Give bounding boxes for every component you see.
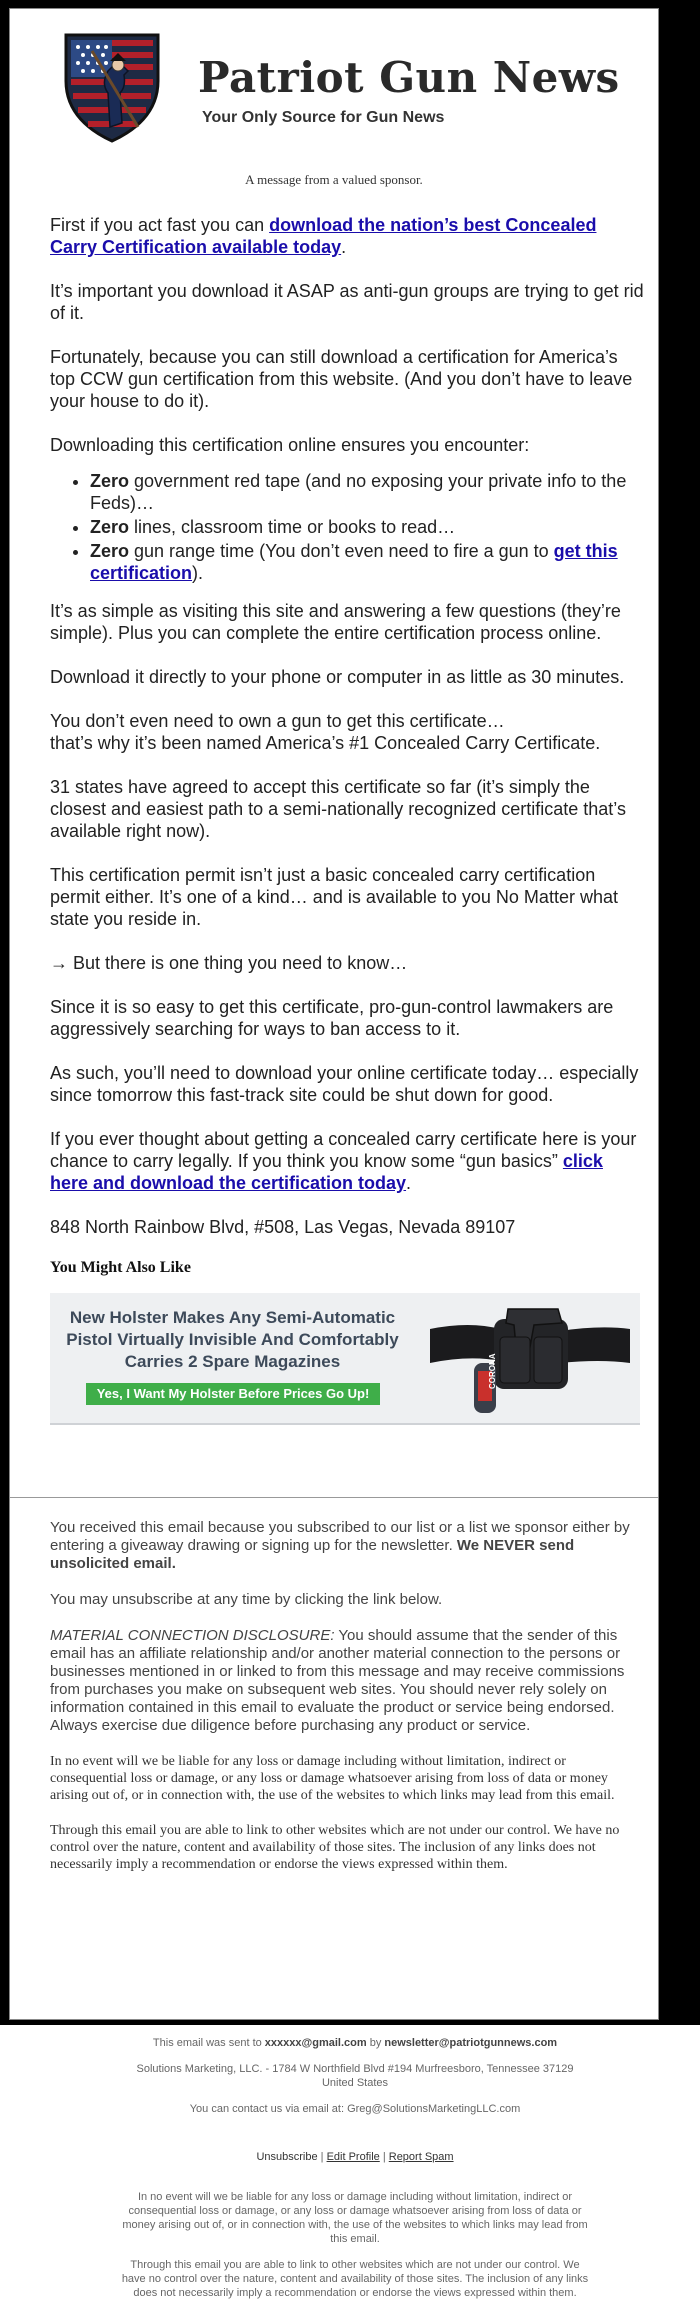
subscription-notice — [50, 1519, 645, 1573]
bullet-text: lines, classroom time or books to read… — [129, 517, 456, 537]
recipient-email: xxxxxx@gmail.com — [264, 2037, 367, 2049]
subscription-text: You received this email because you subscribed to our list or a list we sponsor either by entering a giveaway drawing or signing up for the newsletter. — [50, 1519, 630, 1554]
body-paragraph-10: → But there is one thing you need to know… — [50, 953, 408, 973]
legal-section — [50, 1519, 645, 1891]
holster-cta-button[interactable]: Yes, I Want My Holster Before Prices Go Up! — [86, 1383, 380, 1405]
brand-tagline: Your Only Source for Gun News — [202, 109, 445, 126]
email-header — [10, 9, 658, 169]
holster-ad-banner[interactable] — [50, 1293, 640, 1425]
disclosure-text: You should assume that the sender of this email has an affiliate relationship and/or another material connection to the persons or businesses mentioned in or linked to from this message and may receive commissions from purchases you make on subsequent web sites. You should never rely solely on information contained in this email to evaluate the product or service being endorsed. Always exercise due diligence before purchasing any product or service. — [50, 1627, 625, 1734]
intro-paragraph — [50, 214, 645, 258]
body-paragraph-6: Download it directly to your phone or computer in as little as 30 minutes. — [50, 667, 625, 687]
body-paragraph-3: Fortunately, because you can still download a certification for America’s top CCW gun certification from this website. (And you don’t have to leave your house to do it). — [50, 347, 633, 411]
holster-product-image — [430, 1299, 630, 1417]
email-body — [50, 214, 645, 1260]
intro-text: First if you act fast you can — [50, 215, 270, 235]
company-address: Solutions Marketing, LLC. - 1784 W Northfield Blvd #194 Murfreesboro, Tennessee 37129 United States — [136, 2063, 574, 2089]
get-certification-link[interactable]: get this certification — [90, 541, 618, 583]
liability-notice: In no event will we be liable for any loss or damage including without limitation, indirect or consequential loss or damage, or any loss or damage whatsoever arising from loss of data or money arising out of, or in connection with, the use of the websites to which links may lead from this email. — [50, 1754, 615, 1803]
footer-external-links: Through this email you are able to link to other websites which are not under our control. We have no control over the nature, content and availability of those sites. The inclusion of any links does not necessarily imply a recommendation or endorse the views expressed within them. — [121, 2259, 589, 2299]
list-item — [90, 540, 645, 584]
patriot-shield-logo-icon — [62, 31, 162, 143]
paragraph-13-text: If you ever thought about getting a concealed carry certificate here is your chance to carry legally. If you think you know some “gun basics” — [50, 1129, 637, 1171]
body-paragraph-8: 31 states have agreed to accept this certificate so far (it’s simply the closest and easiest path to a semi-nationally recognized certificate that’s available right now). — [50, 777, 626, 841]
benefits-list — [50, 470, 645, 584]
body-paragraph-4: Downloading this certification online ensures you encounter: — [50, 435, 530, 455]
sent-to-label: This email was sent to — [152, 2037, 265, 2049]
bullet-bold: Zero — [90, 541, 130, 561]
body-paragraph-11: Since it is so easy to get this certificate, pro-gun-control lawmakers are aggressively searching for ways to ban access to it. — [50, 997, 614, 1039]
sender-address: 848 North Rainbow Blvd, #508, Las Vegas, Nevada 89107 — [50, 1217, 516, 1237]
sender-email: newsletter@patriotgunnews.com — [384, 2037, 558, 2049]
you-might-also-like-heading: You Might Also Like — [50, 1259, 191, 1276]
download-certification-link[interactable]: click here and download the certification today — [50, 1151, 603, 1193]
bullet-bold: Zero — [90, 471, 130, 491]
body-paragraph-5: It’s as simple as visiting this site and answering a few questions (they’re simple). Plus you can complete the entire certification process online. — [50, 601, 621, 643]
banner-headline: New Holster Makes Any Semi-Automatic Pistol Virtually Invisible And Comfortably Carries 2 Spare Magazines — [66, 1308, 399, 1371]
paragraph-7-line-2: that’s why it’s been named America’s #1 Concealed Carry Certificate. — [50, 733, 601, 753]
body-paragraph-9: This certification permit isn’t just a basic concealed carry certification permit either. It’s one of a kind… and is available to you No Matter what state you reside in. — [50, 865, 618, 929]
external-links-notice: Through this email you are able to link to other websites which are not under our control. We have no control over the nature, content and availability of those sites. The inclusion of any links does not necessarily imply a recommendation or endorse the views expressed within them. — [50, 1823, 620, 1872]
link-separator: | — [317, 2151, 327, 2163]
edit-profile-link[interactable]: Edit Profile — [326, 2151, 380, 2163]
material-disclosure — [50, 1627, 645, 1735]
body-paragraph-7 — [50, 710, 645, 754]
section-divider — [10, 1497, 658, 1498]
footer-links — [120, 2150, 590, 2164]
bullet-after: ). — [192, 563, 204, 583]
footer-liability: In no event will we be liable for any loss or damage including without limitation, indirect or consequential loss or damage, or any loss or damage whatsoever arising from loss of data or money arising out of, or in connection with, the use of the websites to which links may lead from this email. — [122, 2191, 588, 2245]
certification-link[interactable]: download the nation’s best Concealed Carry Certification available today — [50, 215, 597, 257]
bullet-text: gun range time (You don’t even need to fire a gun to — [129, 541, 554, 561]
holster-brand-label: CORONA — [488, 1353, 497, 1389]
email-footer — [120, 2036, 590, 2312]
bullet-bold: Zero — [90, 517, 130, 537]
sponsor-note: A message from a valued sponsor. — [245, 172, 423, 187]
paragraph-7-line-1: You don’t even need to own a gun to get this certificate… — [50, 711, 505, 731]
list-item — [90, 470, 645, 514]
body-paragraph-13 — [50, 1128, 645, 1194]
brand-title: Patriot Gun News — [198, 53, 620, 102]
bullet-text: government red tape (and no exposing your private info to the Feds)… — [90, 471, 627, 513]
sent-by-label: by — [366, 2037, 385, 2049]
body-paragraph-12: As such, you’ll need to download your online certificate today… especially since tomorrow this fast-track site could be shut down for good. — [50, 1063, 639, 1105]
list-item — [90, 516, 645, 538]
link-separator: | — [379, 2151, 389, 2163]
contact-line: You can contact us via email at: Greg@SolutionsMarketingLLC.com — [189, 2103, 521, 2115]
paragraph-13-period: . — [406, 1173, 412, 1193]
intro-period: . — [341, 237, 347, 257]
unsubscribe-notice: You may unsubscribe at any time by clicking the link below. — [50, 1591, 443, 1608]
body-paragraph-2: It’s important you download it ASAP as anti-gun groups are trying to get rid of it. — [50, 281, 644, 323]
report-spam-link[interactable]: Report Spam — [388, 2151, 454, 2163]
no-unsolicited-text: We NEVER send unsolicited email. — [50, 1537, 575, 1572]
email-card — [9, 8, 659, 2020]
unsubscribe-link[interactable]: Unsubscribe — [256, 2151, 318, 2163]
sent-to-line — [120, 2036, 590, 2050]
disclosure-label: MATERIAL CONNECTION DISCLOSURE: — [50, 1627, 335, 1644]
